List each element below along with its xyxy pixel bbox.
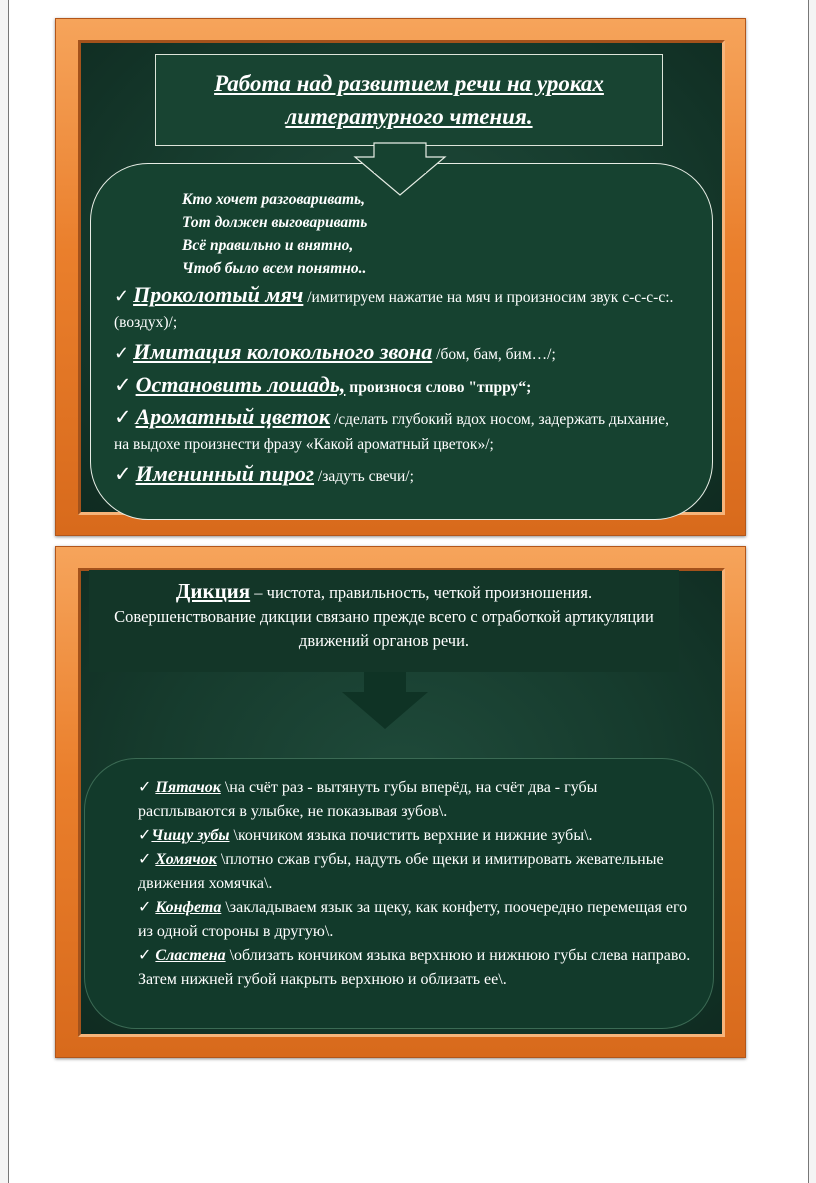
poem-line: Чтоб было всем понятно..	[182, 260, 367, 277]
exercise-name: Конфета	[155, 899, 222, 916]
list-item	[138, 896, 694, 944]
poem-line: Кто хочет разговаривать,	[182, 191, 365, 208]
exercise-name: Остановить лошадь,	[135, 372, 346, 397]
list-item	[114, 282, 680, 335]
exercise-description: /задуть свечи/;	[314, 468, 414, 485]
check-icon: ✓	[114, 405, 132, 429]
check-icon: ✓	[138, 899, 152, 916]
check-icon: ✓	[114, 343, 130, 363]
arrow-down-icon	[340, 672, 430, 730]
check-icon: ✓	[138, 851, 152, 868]
list-item	[114, 404, 680, 457]
check-icon: ✓	[114, 373, 132, 397]
exercise-name: Хомячок	[155, 851, 217, 868]
check-icon: ✓	[138, 779, 152, 796]
exercise-name: Чищу зубы	[151, 827, 230, 844]
diction-definition-text: – чистота, правильность, четкой произношения.	[250, 583, 593, 602]
poem-line: Тот должен выговаривать	[182, 214, 368, 231]
diction-definition-box	[89, 570, 679, 672]
exercise-description: произнося слово "тпрру“;	[345, 379, 532, 396]
exercise-description: /сделать глубокий вдох носом, задержать дыхание, на выдохе произнести фразу «Какой ароматный цветок»/;	[114, 411, 669, 453]
check-icon: ✓	[114, 286, 130, 306]
exercise-description: \кончиком языка почистить верхние и нижние зубы\.	[229, 827, 593, 844]
list-item	[114, 459, 680, 492]
exercise-name: Имитация колокольного звона	[133, 339, 433, 364]
diction-definition	[89, 579, 679, 605]
page-edge-left	[0, 0, 9, 1183]
list-item	[114, 370, 680, 403]
check-icon: ✓	[138, 947, 152, 964]
list-item	[138, 944, 694, 992]
title-box	[155, 54, 663, 146]
list-item	[138, 824, 694, 848]
breathing-exercise-list	[114, 282, 680, 492]
diction-explanation: Совершенствование дикции связано прежде всего с отработкой артикуляции движений органов речи.	[114, 607, 654, 650]
list-item	[138, 848, 694, 896]
list-item	[114, 337, 680, 370]
check-icon: ✓	[114, 462, 132, 486]
exercise-name: Сластена	[155, 947, 226, 964]
poem-line: Всё правильно и внятно,	[182, 237, 354, 254]
page-title: Работа над развитием речи на уроках литературного чтения.	[214, 71, 604, 129]
exercise-name: Пятачок	[155, 779, 221, 796]
exercise-description: /имитируем нажатие на мяч и произносим звук с-с-с-с:.(воздух)/;	[114, 289, 674, 331]
poem	[182, 188, 542, 280]
exercise-description: \плотно сжав губы, надуть обе щеки и имитировать жевательные движения хомячка\.	[138, 851, 664, 892]
page-edge-right	[808, 0, 816, 1183]
diction-term: Дикция	[175, 579, 251, 603]
articulation-exercise-list	[138, 776, 694, 992]
exercise-description: /бом, бам, бим…/;	[432, 346, 556, 363]
list-item	[138, 776, 694, 824]
check-icon: ✓	[138, 827, 152, 844]
exercise-name: Ароматный цветок	[135, 404, 331, 429]
exercise-name: Именинный пирог	[135, 461, 315, 486]
exercise-name: Проколотый мяч	[133, 282, 304, 307]
exercise-description: \на счёт раз - вытянуть губы вперёд, на счёт два - губы расплываются в улыбке, не показывая зубов\.	[138, 779, 598, 820]
exercise-description: \закладываем язык за щеку, как конфету, поочередно перемещая его из одной стороны в другую\.	[138, 899, 688, 940]
exercise-description: \облизать кончиком языка верхнюю и нижнюю губы слева направо. Затем нижней губой накрыть верхнюю и облизать ее\.	[138, 947, 691, 988]
